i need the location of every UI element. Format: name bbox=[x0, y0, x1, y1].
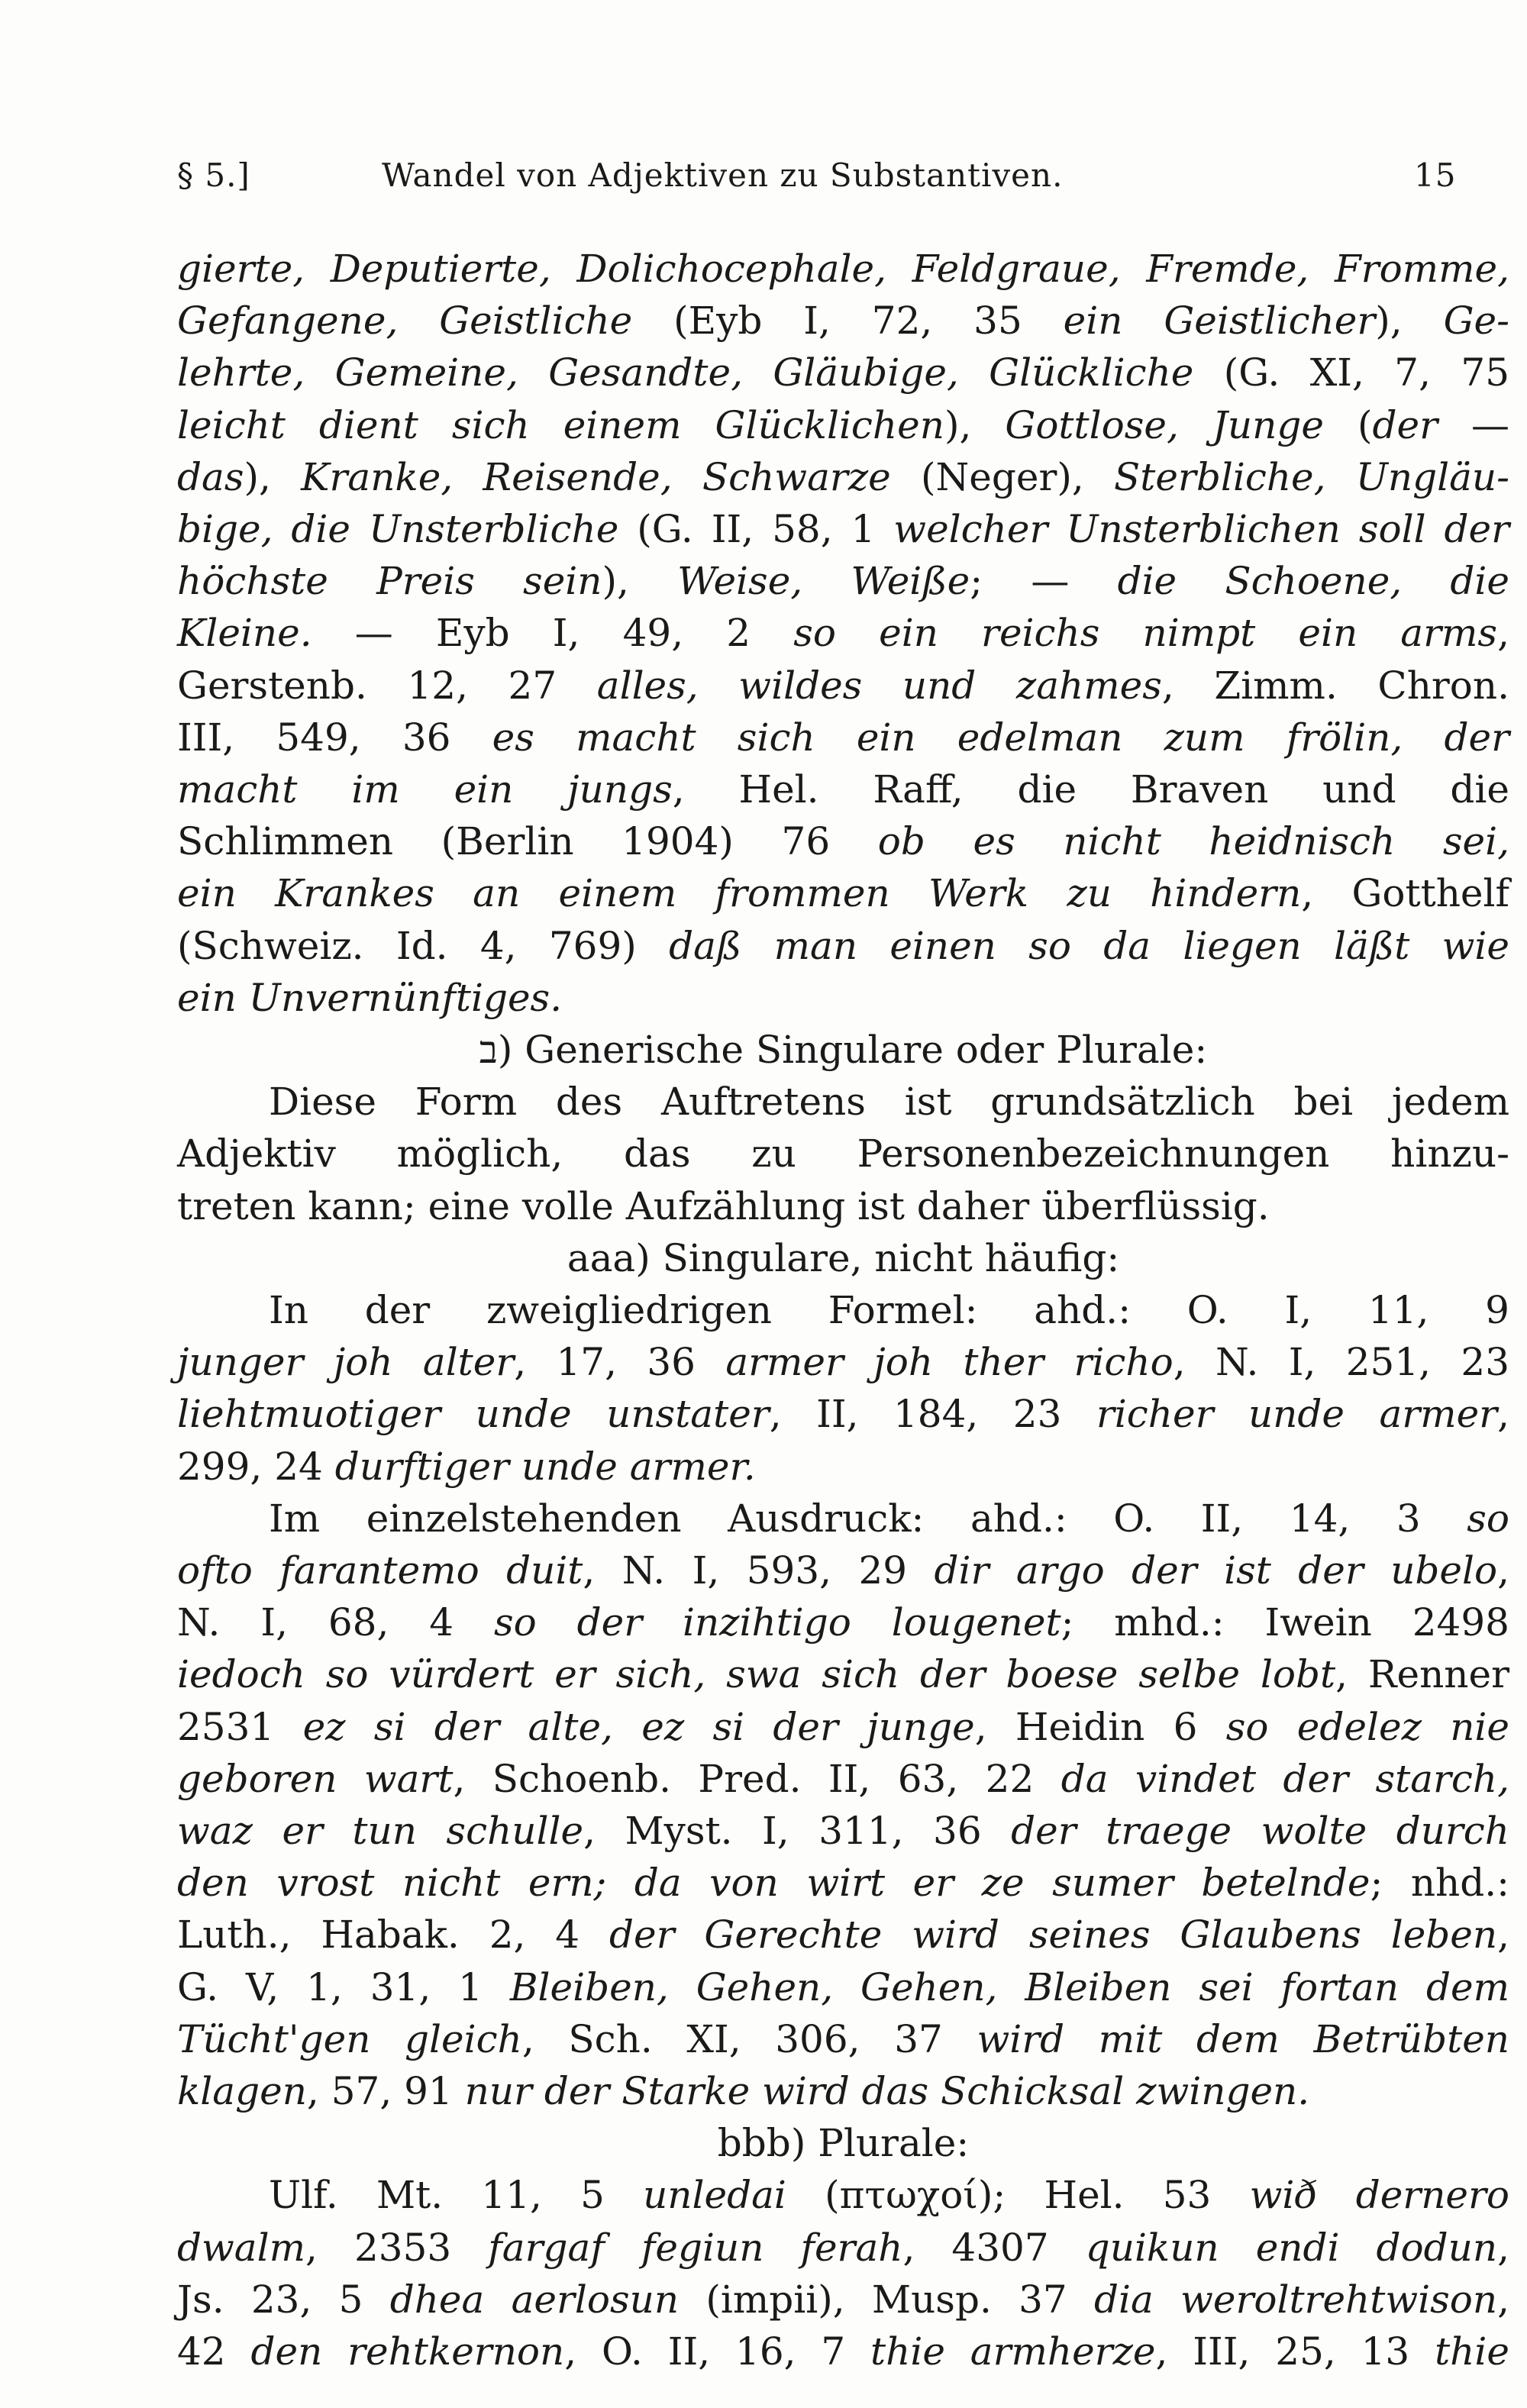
text-segment: ), bbox=[244, 454, 302, 499]
italic-segment: es macht sich ein edelman zum frölin, der bbox=[492, 715, 1509, 760]
text-line bbox=[177, 1753, 1509, 1805]
text-segment: In der zweigliedrigen Formel: ahd.: O. I, 11, 9 bbox=[269, 1288, 1509, 1332]
text-segment: N. I, 68, 4 bbox=[177, 1600, 494, 1645]
italic-segment: dia weroltrehtwison bbox=[1094, 2277, 1498, 2322]
text-segment: III, 549, 36 bbox=[177, 715, 492, 760]
italic-segment: leicht dient sich einem Glücklichen bbox=[177, 402, 944, 447]
text-line bbox=[177, 1388, 1509, 1440]
text-segment: Luth., Habak. 2, 4 bbox=[177, 1913, 610, 1958]
text-segment: 42 bbox=[177, 2329, 251, 2374]
text-line bbox=[177, 2326, 1509, 2377]
italic-segment: Kleine. bbox=[177, 611, 312, 656]
text-line bbox=[177, 1441, 1509, 1493]
text-segment: , bbox=[1497, 1548, 1510, 1593]
text-segment: , Zimm. Chron. bbox=[1161, 663, 1509, 708]
text-segment: , 4307 bbox=[902, 2225, 1086, 2270]
italic-segment: waz er tun schulle bbox=[177, 1809, 584, 1853]
text-line bbox=[177, 1180, 1509, 1232]
italic-segment: das bbox=[177, 454, 244, 499]
text-segment: , Hel. Raff, die Braven und die bbox=[672, 767, 1509, 812]
text-line bbox=[177, 1024, 1509, 1076]
italic-segment: Ge- bbox=[1443, 299, 1509, 344]
italic-segment: nur der Starke wird das Schicksal zwingen. bbox=[464, 2069, 1310, 2113]
italic-segment: ob es nicht heidnisch sei, bbox=[877, 819, 1509, 864]
text-line bbox=[269, 1493, 1509, 1545]
text-line bbox=[177, 347, 1509, 399]
text-segment: , bbox=[1497, 611, 1509, 656]
italic-segment: höchste Preis sein bbox=[177, 559, 602, 604]
text-line bbox=[177, 1701, 1509, 1753]
text-line bbox=[269, 2169, 1509, 2221]
text-line bbox=[177, 1857, 1509, 1909]
italic-segment: thie bbox=[1435, 2329, 1509, 2374]
text-segment: , Heidin 6 bbox=[974, 1704, 1226, 1749]
text-segment: — bbox=[1437, 402, 1509, 447]
text-line bbox=[269, 1076, 1509, 1128]
italic-segment: wið dernero bbox=[1249, 2173, 1509, 2218]
text-segment: 299, 24 bbox=[177, 1444, 335, 1489]
text-segment: ( bbox=[1323, 402, 1373, 447]
text-segment: , Sch. XI, 306, 37 bbox=[521, 2016, 977, 2061]
text-segment: , Myst. I, 311, 36 bbox=[583, 1809, 1012, 1853]
text-segment: (Eyb I, 72, 35 bbox=[632, 299, 1064, 344]
text-segment: (πτωχοί); Hel. 53 bbox=[786, 2173, 1250, 2218]
text-segment: treten kann; eine volle Aufzählung ist daher überflüssig. bbox=[177, 1183, 1270, 1228]
text-line bbox=[177, 712, 1509, 763]
text-segment: ), bbox=[602, 559, 678, 604]
italic-segment: so der inzihtigo lougenet bbox=[493, 1600, 1061, 1645]
text-segment: (impii), Musp. 37 bbox=[679, 2277, 1094, 2322]
italic-segment: lehrte, Gemeine, Gesandte, Gläubige, Glückliche bbox=[177, 350, 1194, 395]
italic-segment: die Schoene, die bbox=[1117, 559, 1509, 604]
text-line bbox=[177, 867, 1509, 919]
italic-segment: der traege wolte durch bbox=[1011, 1809, 1510, 1853]
text-segment: ), bbox=[944, 402, 1006, 447]
italic-segment: Kranke, Reisende, Schwarze bbox=[301, 454, 891, 499]
text-line bbox=[177, 295, 1509, 347]
italic-segment: thie armherze bbox=[870, 2329, 1156, 2374]
text-segment: ), bbox=[1375, 299, 1444, 344]
text-segment: , Schoenb. Pred. II, 63, 22 bbox=[453, 1756, 1061, 1801]
text-segment: , III, 25, 13 bbox=[1155, 2329, 1435, 2374]
italic-segment: richer unde armer bbox=[1096, 1392, 1498, 1437]
text-line bbox=[177, 763, 1509, 815]
text-segment: Adjektiv möglich, das zu Personenbezeichnungen hinzu- bbox=[177, 1131, 1509, 1177]
italic-segment: liehtmuotiger unde unstater bbox=[177, 1392, 770, 1437]
text-segment: , N. I, 593, 29 bbox=[583, 1548, 935, 1593]
text-segment: (G. II, 58, 1 bbox=[618, 507, 894, 551]
text-line bbox=[177, 607, 1509, 659]
italic-segment: Bleiben, Gehen, Gehen, Bleiben sei fortan dem bbox=[509, 1964, 1509, 2009]
text-segment: , bbox=[1497, 1392, 1509, 1437]
text-segment: , 57, 91 bbox=[306, 2069, 465, 2113]
italic-segment: Sterbliche, Ungläu- bbox=[1114, 454, 1510, 499]
text-segment: ; — bbox=[970, 559, 1118, 604]
text-segment: Im einzelstehenden Ausdruck: ahd.: O. II, 14, 3 bbox=[269, 1496, 1467, 1541]
italic-segment: dhea aerlosun bbox=[389, 2277, 680, 2322]
page-number: 15 bbox=[1414, 157, 1457, 194]
text-segment: (Schweiz. Id. 4, 769) bbox=[177, 923, 670, 968]
text-segment: , Renner bbox=[1335, 1652, 1510, 1697]
italic-segment: so bbox=[1467, 1496, 1509, 1541]
italic-segment: den rehtkernon bbox=[250, 2329, 565, 2374]
running-header-section: § 5.] bbox=[177, 157, 250, 194]
text-segment: (Neger), bbox=[890, 454, 1114, 499]
italic-segment: alles, wildes und zahmes bbox=[596, 663, 1162, 708]
text-line bbox=[177, 1128, 1509, 1180]
text-line bbox=[177, 1545, 1509, 1596]
text-line bbox=[177, 920, 1509, 972]
italic-segment: Tücht'gen gleich bbox=[177, 2016, 522, 2061]
italic-segment: welcher Unsterblichen soll der bbox=[893, 507, 1509, 551]
italic-segment: ofto farantemo duit bbox=[177, 1548, 583, 1593]
italic-segment: so edelez nie bbox=[1225, 1704, 1509, 1749]
text-segment: Ulf. Mt. 11, 5 bbox=[269, 2173, 644, 2218]
italic-segment: dwalm bbox=[177, 2225, 306, 2270]
text-segment: aaa) Singulare, nicht häufig: bbox=[567, 1235, 1120, 1280]
italic-segment: ein Krankes an einem frommen Werk zu hindern bbox=[177, 871, 1302, 916]
text-segment: , II, 184, 23 bbox=[769, 1392, 1096, 1437]
italic-segment: daß man einen so da liegen läßt wie bbox=[669, 923, 1510, 968]
text-segment: ב) Generische Singulare oder Plurale: bbox=[479, 1028, 1208, 1072]
text-segment: (G. XI, 7, 75 bbox=[1193, 350, 1509, 395]
text-line bbox=[177, 503, 1509, 555]
text-line bbox=[177, 2117, 1509, 2169]
text-segment: , bbox=[1497, 2225, 1509, 2270]
italic-segment: iedoch so vürdert er sich, swa sich der boese selbe lobt bbox=[177, 1652, 1336, 1697]
italic-segment: ein Unvernünftiges. bbox=[177, 975, 563, 1020]
text-segment: 2531 bbox=[177, 1704, 303, 1749]
text-segment: G. V, 1, 31, 1 bbox=[177, 1964, 510, 2009]
text-line bbox=[177, 972, 1509, 1024]
italic-segment: quikun endi dodun bbox=[1085, 2225, 1498, 2270]
text-line bbox=[177, 1596, 1509, 1648]
text-segment: , bbox=[1497, 2277, 1509, 2322]
text-line bbox=[177, 1232, 1509, 1284]
text-segment: , O. II, 16, 7 bbox=[564, 2329, 871, 2374]
text-segment: , bbox=[1497, 1913, 1510, 1958]
italic-segment: Gefangene, Geistliche bbox=[177, 299, 633, 344]
italic-segment: junger joh alter bbox=[177, 1340, 515, 1385]
text-segment: , N. I, 251, 23 bbox=[1173, 1340, 1510, 1385]
italic-segment: geboren wart bbox=[177, 1756, 454, 1801]
italic-segment: armer joh ther richo bbox=[725, 1340, 1173, 1385]
italic-segment: der Gerechte wird seines Glaubens leben bbox=[609, 1913, 1498, 1958]
italic-segment: unledai bbox=[643, 2173, 786, 2218]
italic-segment: macht im ein jungs bbox=[177, 767, 673, 812]
text-segment: , 17, 36 bbox=[514, 1340, 726, 1385]
italic-segment: der bbox=[1372, 402, 1438, 447]
text-line bbox=[269, 1284, 1509, 1336]
text-line bbox=[177, 2274, 1509, 2326]
italic-segment: ez si der alte, ez si der junge bbox=[302, 1704, 975, 1749]
text-segment: — Eyb I, 49, 2 bbox=[312, 611, 794, 656]
text-segment: bbb) Plurale: bbox=[717, 2121, 970, 2166]
italic-segment: so ein reichs nimpt ein arms bbox=[793, 611, 1498, 656]
text-line bbox=[177, 2065, 1509, 2117]
text-line bbox=[177, 660, 1509, 712]
italic-segment: durftiger unde armer. bbox=[334, 1444, 756, 1489]
text-line bbox=[177, 1648, 1509, 1700]
italic-segment: da vindet der starch, bbox=[1061, 1756, 1510, 1801]
text-segment: Gerstenb. 12, 27 bbox=[177, 663, 597, 708]
running-header-title: Wandel von Adjektiven zu Substantiven. bbox=[382, 157, 1064, 194]
text-segment: Diese Form des Auftretens ist grundsätzlich bei jedem bbox=[269, 1080, 1509, 1125]
italic-segment: gierte, Deputierte, Dolichocephale, Feldgraue, Fremde, Fromme, bbox=[177, 247, 1509, 291]
text-segment: Js. 23, 5 bbox=[177, 2277, 390, 2322]
text-line bbox=[177, 243, 1509, 295]
italic-segment: wird mit dem Betrübten bbox=[977, 2016, 1510, 2061]
italic-segment: klagen bbox=[177, 2069, 307, 2113]
italic-segment: fargaf fegiun ferah bbox=[488, 2225, 903, 2270]
text-line bbox=[177, 2013, 1509, 2065]
text-segment: ; nhd.: bbox=[1370, 1861, 1510, 1906]
text-segment: , Gotthelf bbox=[1301, 871, 1509, 916]
text-segment: , 2353 bbox=[305, 2225, 489, 2270]
italic-segment: Gottlose, Junge bbox=[1005, 402, 1324, 447]
text-line bbox=[177, 1909, 1509, 1961]
text-line bbox=[177, 1961, 1509, 2013]
text-line bbox=[177, 2222, 1509, 2274]
text-line bbox=[177, 1336, 1509, 1388]
text-segment: ; mhd.: Iwein 2498 bbox=[1061, 1600, 1509, 1645]
text-line bbox=[177, 1805, 1509, 1857]
text-segment: Schlimmen (Berlin 1904) 76 bbox=[177, 819, 878, 864]
text-line bbox=[177, 555, 1509, 607]
italic-segment: den vrost nicht ern; da von wirt er ze sumer betelnde bbox=[177, 1861, 1370, 1906]
italic-segment: dir argo der ist der ubelo bbox=[934, 1548, 1498, 1593]
text-line bbox=[177, 399, 1509, 451]
italic-segment: ein Geistlicher bbox=[1063, 299, 1376, 344]
italic-segment: bige, die Unsterbliche bbox=[177, 507, 619, 551]
italic-segment: Weise, Weiße bbox=[677, 559, 970, 604]
text-line bbox=[177, 451, 1509, 503]
text-line bbox=[177, 815, 1509, 867]
